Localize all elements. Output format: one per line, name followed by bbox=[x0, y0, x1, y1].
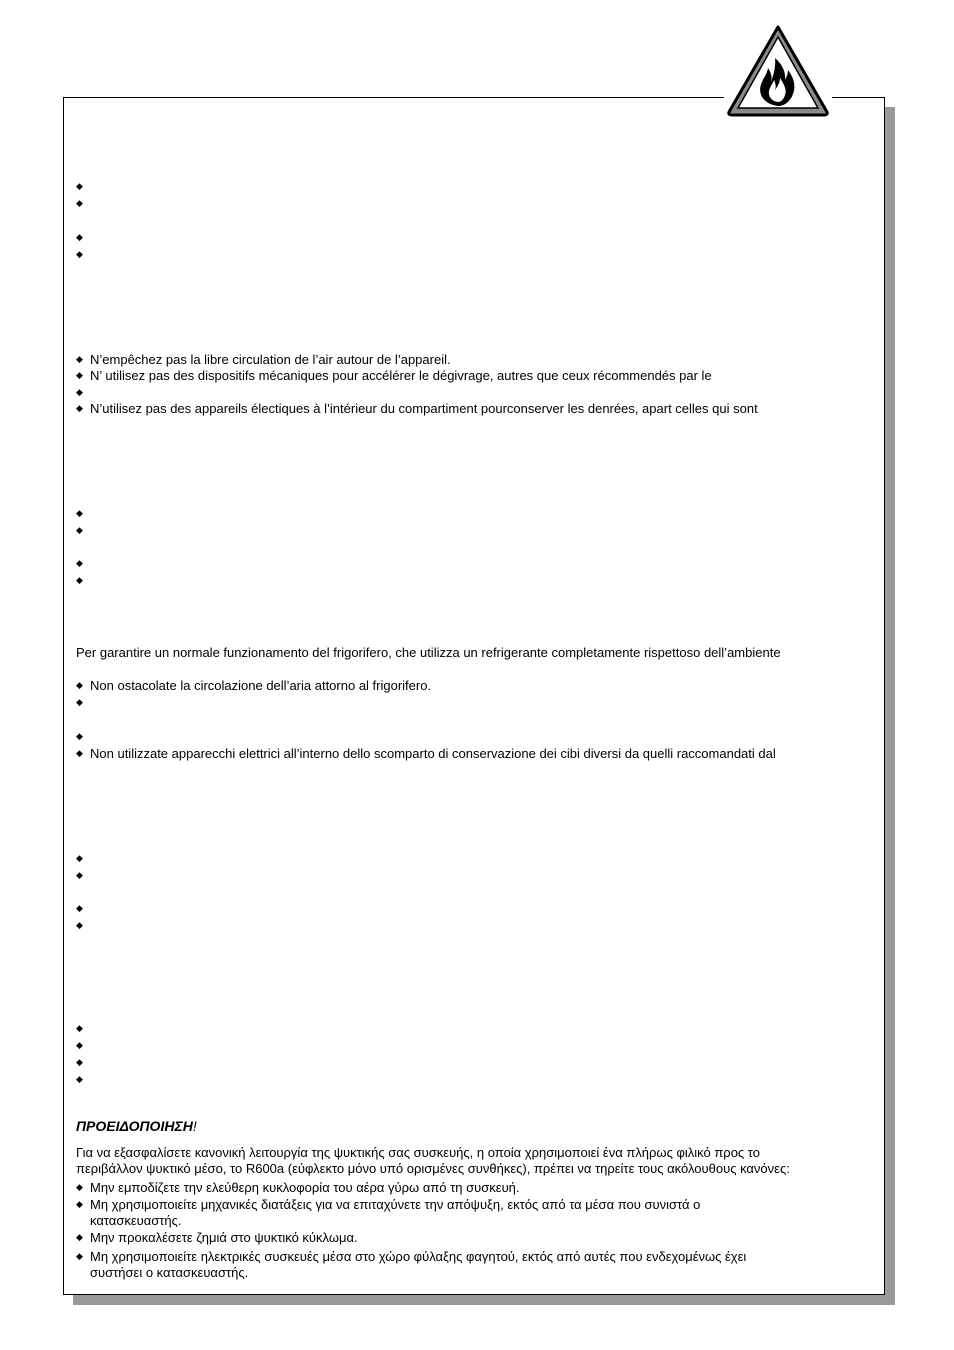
fr-item-4: N’utilisez pas des appareils électiques à l’intérieur du compartiment pourconserver les denrées, apart celles qui sont bbox=[90, 401, 758, 416]
page-frame bbox=[63, 97, 885, 1295]
flame-warning-icon bbox=[726, 24, 830, 118]
diamond-bullet-icon: ◆ bbox=[76, 232, 83, 242]
diamond-bullet-icon: ◆ bbox=[76, 575, 83, 585]
diamond-bullet-icon: ◆ bbox=[76, 1251, 83, 1261]
diamond-bullet-icon: ◆ bbox=[76, 354, 83, 364]
heading-text: ΠΡΟΕΙΔΟΠΟΙΗΣΗ bbox=[76, 1118, 193, 1134]
gr-intro-line-2: περιβάλλον ψυκτικό μέσο, το R600a (εύφλεκτο μόνο υπό ορισμένες συνθήκες), πρέπει να τηρείτε τους ακόλουθους κανόνες: bbox=[76, 1161, 790, 1176]
diamond-bullet-icon: ◆ bbox=[76, 748, 83, 758]
diamond-bullet-icon: ◆ bbox=[76, 1023, 83, 1033]
fr-item-1: N’empêchez pas la libre circulation de l’air autour de l’appareil. bbox=[90, 352, 451, 367]
diamond-bullet-icon: ◆ bbox=[76, 920, 83, 930]
diamond-bullet-icon: ◆ bbox=[76, 508, 83, 518]
diamond-bullet-icon: ◆ bbox=[76, 1057, 83, 1067]
diamond-bullet-icon: ◆ bbox=[76, 903, 83, 913]
greek-warning-heading bbox=[76, 1117, 197, 1135]
diamond-bullet-icon: ◆ bbox=[76, 731, 83, 741]
gr-item-2-line-2: κατασκευαστής. bbox=[90, 1213, 182, 1228]
it-item-4: Non utilizzate apparecchi elettrici all’interno dello scomparto di conservazione dei cibi diversi da quelli raccomandati dal bbox=[90, 746, 776, 761]
heading-mark: ! bbox=[192, 1118, 197, 1134]
diamond-bullet-icon: ◆ bbox=[76, 1232, 83, 1242]
gr-item-3: Μην προκαλέσετε ζημιά στο ψυκτικό κύκλωμα. bbox=[90, 1230, 358, 1245]
diamond-bullet-icon: ◆ bbox=[76, 370, 83, 380]
diamond-bullet-icon: ◆ bbox=[76, 870, 83, 880]
diamond-bullet-icon: ◆ bbox=[76, 1074, 83, 1084]
diamond-bullet-icon: ◆ bbox=[76, 680, 83, 690]
gr-item-4-line-2: συστήσει ο κατασκευαστής. bbox=[90, 1265, 249, 1280]
diamond-bullet-icon: ◆ bbox=[76, 1182, 83, 1192]
diamond-bullet-icon: ◆ bbox=[76, 697, 83, 707]
gr-item-1: Μην εμποδίζετε την ελεύθερη κυκλοφορία του αέρα γύρω από τη συσκευή. bbox=[90, 1180, 520, 1195]
diamond-bullet-icon: ◆ bbox=[76, 558, 83, 568]
diamond-bullet-icon: ◆ bbox=[76, 853, 83, 863]
diamond-bullet-icon: ◆ bbox=[76, 525, 83, 535]
diamond-bullet-icon: ◆ bbox=[76, 403, 83, 413]
gr-item-4-line-1: Μη χρησιμοποιείτε ηλεκτρικές συσκευές μέσα στο χώρο φύλαξης φαγητού, εκτός από αυτές που ενδεχομένως έχει bbox=[90, 1249, 747, 1264]
diamond-bullet-icon: ◆ bbox=[76, 181, 83, 191]
diamond-bullet-icon: ◆ bbox=[76, 198, 83, 208]
diamond-bullet-icon: ◆ bbox=[76, 387, 83, 397]
it-intro: Per garantire un normale funzionamento del frigorifero, che utilizza un refrigerante completamente rispettoso dell’ambiente bbox=[76, 645, 781, 660]
gr-item-2-line-1: Μη χρησιμοποιείτε μηχανικές διατάξεις για να επιταχύνετε την απόψυξη, εκτός από τα μέσα που συνιστά ο bbox=[90, 1197, 701, 1212]
it-item-1: Non ostacolate la circolazione dell’aria attorno al frigorifero. bbox=[90, 678, 432, 693]
diamond-bullet-icon: ◆ bbox=[76, 1040, 83, 1050]
fr-item-2: N’ utilisez pas des dispositifs mécaniques pour accélérer le dégivrage, autres que ceux récommendés par le bbox=[90, 368, 712, 383]
diamond-bullet-icon: ◆ bbox=[76, 249, 83, 259]
diamond-bullet-icon: ◆ bbox=[76, 1199, 83, 1209]
gr-intro-line-1: Για να εξασφαλίσετε κανονική λειτουργία της ψυκτικής σας συσκευής, η οποία χρησιμοποιεί ένα πλήρως φιλικό προς το bbox=[76, 1145, 760, 1160]
